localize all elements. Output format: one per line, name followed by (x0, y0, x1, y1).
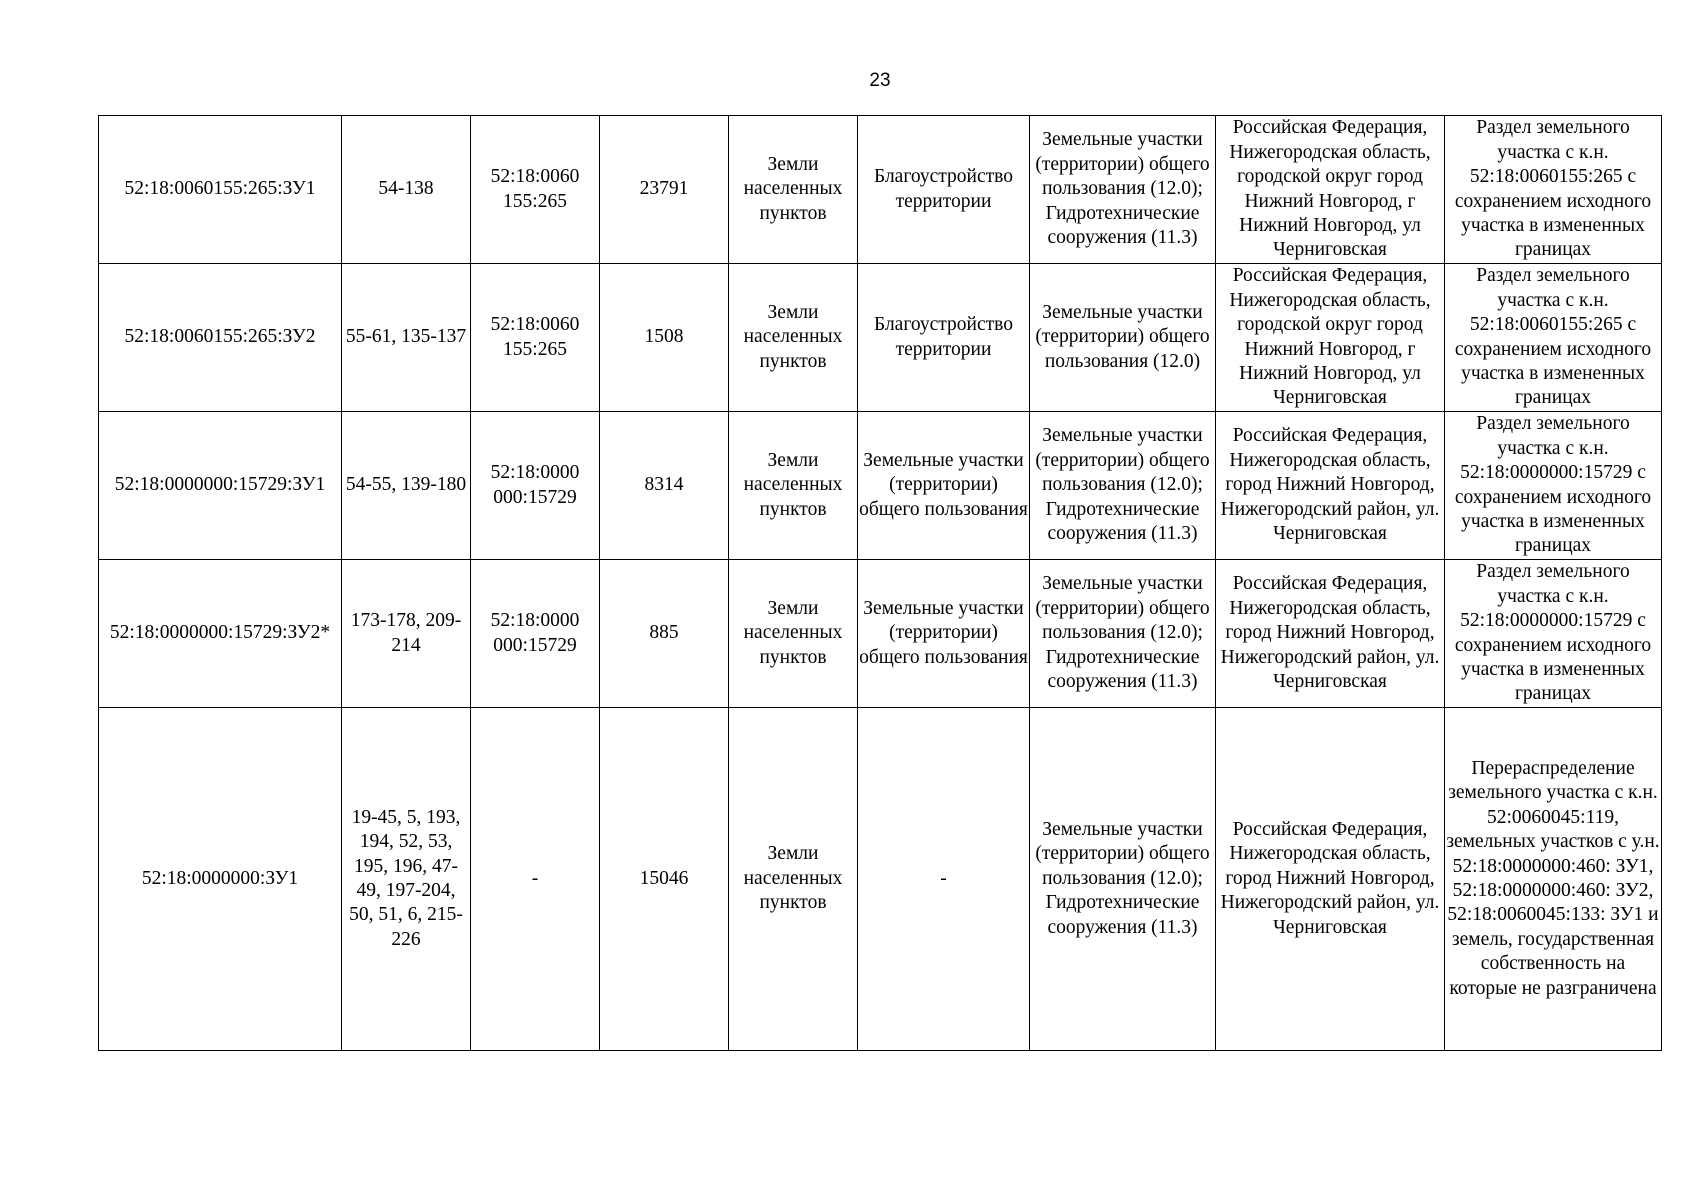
permitted-use-cell: Земельные участки (территории) общего пользования (12.0); Гидротехнические сооружения (11.3) (1030, 560, 1216, 708)
page-number: 23 (869, 70, 891, 91)
source-plot-cell: 52:18:0060 155:265 (471, 264, 600, 412)
table-row (99, 264, 1662, 412)
permitted-use-cell: Земельные участки (территории) общего пользования (12.0); Гидротехнические сооружения (11.3) (1030, 116, 1216, 264)
formation-method-cell: Раздел земельного участка с к.н. 52:18:0060155:265 с сохранением исходного участка в измененных границах (1445, 264, 1662, 412)
land-category-cell: Земли населенных пунктов (729, 560, 858, 708)
formation-method-cell: Раздел земельного участка с к.н. 52:18:0000000:15729 с сохранением исходного участка в измененных границах (1445, 412, 1662, 560)
land-category-cell: Земли населенных пунктов (729, 116, 858, 264)
points-cell: 55-61, 135-137 (342, 264, 471, 412)
plot-id-cell: 52:18:0000000:ЗУ1 (99, 708, 342, 1051)
land-category-cell: Земли населенных пунктов (729, 708, 858, 1051)
source-plot-cell: 52:18:0060 155:265 (471, 116, 600, 264)
source-plot-cell: 52:18:0000 000:15729 (471, 412, 600, 560)
table-row (99, 412, 1662, 560)
purpose-cell: - (858, 708, 1030, 1051)
area-cell: 1508 (600, 264, 729, 412)
purpose-cell: Земельные участки (территории) общего пользования (858, 412, 1030, 560)
plot-id-cell: 52:18:0060155:265:ЗУ2 (99, 264, 342, 412)
address-cell: Российская Федерация, Нижегородская область, городской округ город Нижний Новгород, г Нижний Новгород, ул Черниговская (1216, 264, 1445, 412)
permitted-use-cell: Земельные участки (территории) общего пользования (12.0); Гидротехнические сооружения (11.3) (1030, 412, 1216, 560)
address-cell: Российская Федерация, Нижегородская область, город Нижний Новгород, Нижегородский район, ул. Черниговская (1216, 708, 1445, 1051)
points-cell: 19-45, 5, 193, 194, 52, 53, 195, 196, 47-49, 197-204, 50, 51, 6, 215-226 (342, 708, 471, 1051)
area-cell: 23791 (600, 116, 729, 264)
plot-id-cell: 52:18:0000000:15729:ЗУ2* (99, 560, 342, 708)
address-cell: Российская Федерация, Нижегородская область, город Нижний Новгород, Нижегородский район, ул. Черниговская (1216, 412, 1445, 560)
area-cell: 15046 (600, 708, 729, 1051)
area-cell: 885 (600, 560, 729, 708)
purpose-cell: Благоустройство территории (858, 264, 1030, 412)
address-cell: Российская Федерация, Нижегородская область, городской округ город Нижний Новгород, г Нижний Новгород, ул Черниговская (1216, 116, 1445, 264)
points-cell: 54-138 (342, 116, 471, 264)
table-row (99, 708, 1662, 1051)
address-cell: Российская Федерация, Нижегородская область, город Нижний Новгород, Нижегородский район, ул. Черниговская (1216, 560, 1445, 708)
formation-method-cell: Перераспределение земельного участка с к.н. 52:0060045:119, земельных участков с у.н. 52:18:0000000:460: ЗУ1, 52:18:0000000:460: ЗУ2, 52:18:0060045:133: ЗУ1 и земель, государственная собственность на которые не разграничена (1445, 708, 1662, 1051)
land-category-cell: Земли населенных пунктов (729, 264, 858, 412)
points-cell: 54-55, 139-180 (342, 412, 471, 560)
source-plot-cell: - (471, 708, 600, 1051)
plot-id-cell: 52:18:0060155:265:ЗУ1 (99, 116, 342, 264)
land-plots-table (98, 115, 1662, 1051)
formation-method-cell: Раздел земельного участка с к.н. 52:18:0060155:265 с сохранением исходного участка в измененных границах (1445, 116, 1662, 264)
permitted-use-cell: Земельные участки (территории) общего пользования (12.0); Гидротехнические сооружения (11.3) (1030, 708, 1216, 1051)
table-row (99, 116, 1662, 264)
points-cell: 173-178, 209-214 (342, 560, 471, 708)
permitted-use-cell: Земельные участки (территории) общего пользования (12.0) (1030, 264, 1216, 412)
formation-method-cell: Раздел земельного участка с к.н. 52:18:0000000:15729 с сохранением исходного участка в измененных границах (1445, 560, 1662, 708)
area-cell: 8314 (600, 412, 729, 560)
land-category-cell: Земли населенных пунктов (729, 412, 858, 560)
purpose-cell: Благоустройство территории (858, 116, 1030, 264)
source-plot-cell: 52:18:0000 000:15729 (471, 560, 600, 708)
plot-id-cell: 52:18:0000000:15729:ЗУ1 (99, 412, 342, 560)
table-row (99, 560, 1662, 708)
purpose-cell: Земельные участки (территории) общего пользования (858, 560, 1030, 708)
